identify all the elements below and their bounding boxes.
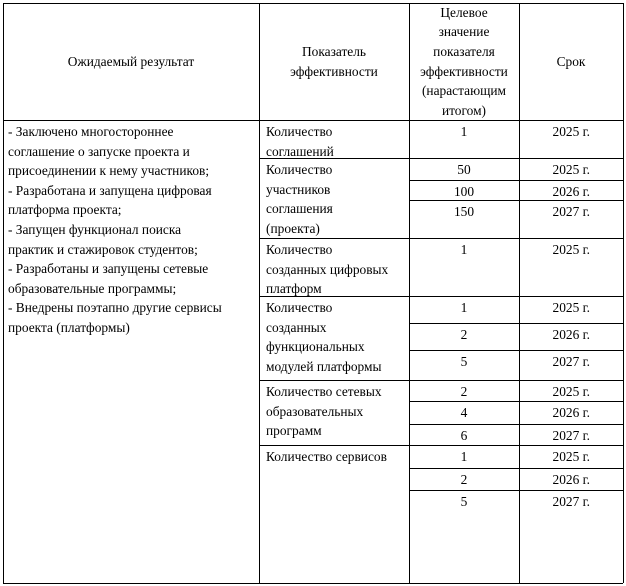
term-cell: 2027 г.: [552, 204, 590, 219]
term-cell: 2026 г.: [552, 472, 590, 487]
term-cell: 2025 г.: [552, 449, 590, 464]
indicator-name-cell: Количество соглашений: [266, 124, 334, 159]
indicator-name-cell: Количество сервисов: [266, 449, 387, 464]
target-value-cell: 150: [453, 204, 475, 219]
target-value-cell: 6: [460, 428, 468, 443]
target-value-cell: 1: [460, 124, 468, 139]
target-value-cell: 100: [453, 184, 475, 199]
header-target-value: [409, 3, 519, 120]
target-value-cell: 2: [460, 327, 468, 342]
term-cell: 2027 г.: [552, 428, 590, 443]
header-expected-result: [3, 3, 259, 120]
expected-result-cell: - Заключено многостороннее соглашение о запуске проекта и присоединении к нему участников; - Разработана и запущена цифровая платформа проекта; - Запущен функционал поиска практик и стажировок студентов; - Разработаны и запущены сетевые образовательные программы; - Внедрены поэтапно другие сервисы проекта (платформы): [8, 124, 222, 335]
indicator-name-cell: Количество сетевых образовательных программ: [266, 384, 382, 439]
target-value-cell: 50: [457, 162, 471, 177]
header-indicator-text: Показатель эффективности: [290, 43, 378, 79]
term-cell: 2025 г.: [552, 124, 590, 139]
target-value-cell: 1: [460, 242, 468, 257]
term-cell: 2025 г.: [552, 384, 590, 399]
header-term-text: Срок: [556, 53, 586, 69]
term-cell: 2026 г.: [552, 327, 590, 342]
indicator-name-cell: Количество созданных функциональных модулей платформы: [266, 300, 382, 374]
header-indicator: [259, 3, 409, 120]
term-cell: 2026 г.: [552, 405, 590, 420]
target-value-cell: 5: [460, 354, 468, 369]
target-value-cell: 1: [460, 300, 468, 315]
header-target-value-text: Целевое значение показателя эффективности (нарастающим итогом): [420, 4, 508, 118]
target-value-cell: 4: [460, 405, 468, 420]
term-cell: 2025 г.: [552, 162, 590, 177]
target-value-cell: 1: [460, 449, 468, 464]
target-value-cell: 2: [460, 472, 468, 487]
term-cell: 2025 г.: [552, 242, 590, 257]
term-cell: 2027 г.: [552, 494, 590, 509]
header-term: [519, 3, 623, 120]
term-cell: 2027 г.: [552, 354, 590, 369]
term-cell: 2026 г.: [552, 184, 590, 199]
target-value-cell: 2: [460, 384, 468, 399]
header-expected-result-text: Ожидаемый результат: [67, 53, 195, 69]
indicator-name-cell: Количество созданных цифровых платформ: [266, 242, 389, 297]
target-value-cell: 5: [460, 494, 468, 509]
term-cell: 2025 г.: [552, 300, 590, 315]
indicator-name-cell: Количество участников соглашения (проекта): [266, 162, 333, 236]
